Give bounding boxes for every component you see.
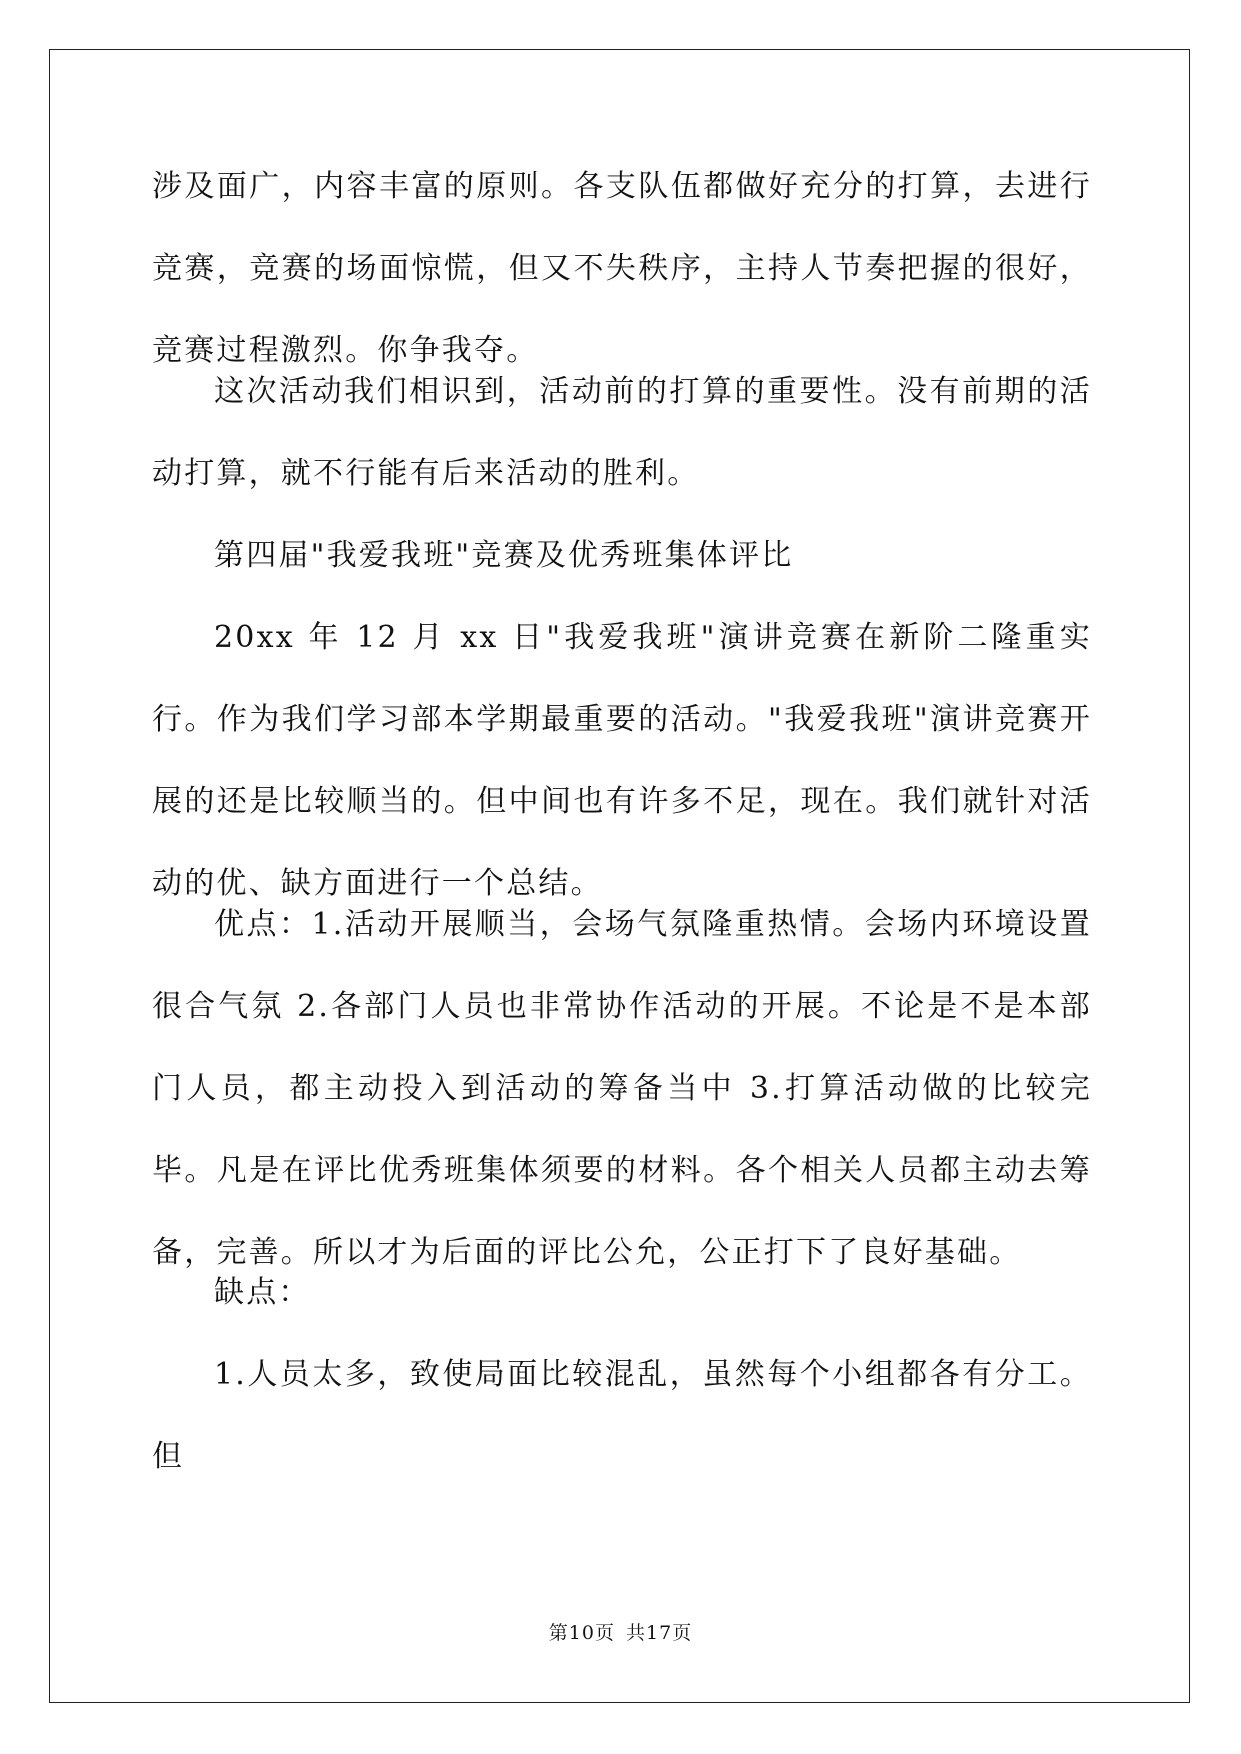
page-number: 第10页 [548, 1622, 615, 1644]
paragraph-advantages: 优点：1.活动开展顺当，会场气氛隆重热情。会场内环境设置很合气氛 2.各部门人员也非常协作活动的开展。不论是不是本部门人员，都主动投入到活动的筹备当中 3.打算活动做的比较完毕。凡是在评比优秀班集体须要的材料。各个相关人员都主动去筹备，完善。所以才为后面的评比公允，公正打下了良好基础。 [152, 907, 1092, 1270]
paragraph-disadvantages-label: 缺点： [214, 1275, 311, 1310]
paragraph-disadvantage-1: 1.人员太多，致使局面比较混乱，虽然每个小组都各有分工。但 [152, 1357, 1092, 1474]
page-total: 共17页 [626, 1622, 693, 1644]
section-heading: 第四届"我爱我班"竞赛及优秀班集体评比 [214, 538, 794, 573]
page-footer [0, 1618, 1241, 1645]
paragraph-2: 这次活动我们相识到，活动前的打算的重要性。没有前期的活动打算，就不行能有后来活动的胜利。 [152, 374, 1092, 491]
paragraph-1: 涉及面广，内容丰富的原则。各支队伍都做好充分的打算，去进行竞赛，竞赛的场面惊慌，但又不失秩序，主持人节奏把握的很好，竞赛过程激烈。你争我夺。 [152, 169, 1092, 368]
paragraph-3: 20xx 年 12 月 xx 日"我爱我班"演讲竞赛在新阶二隆重实行。作为我们学习部本学期最重要的活动。"我爱我班"演讲竞赛开展的还是比较顺当的。但中间也有许多不足，现在。我们就针对活动的优、缺方面进行一个总结。 [152, 620, 1092, 901]
